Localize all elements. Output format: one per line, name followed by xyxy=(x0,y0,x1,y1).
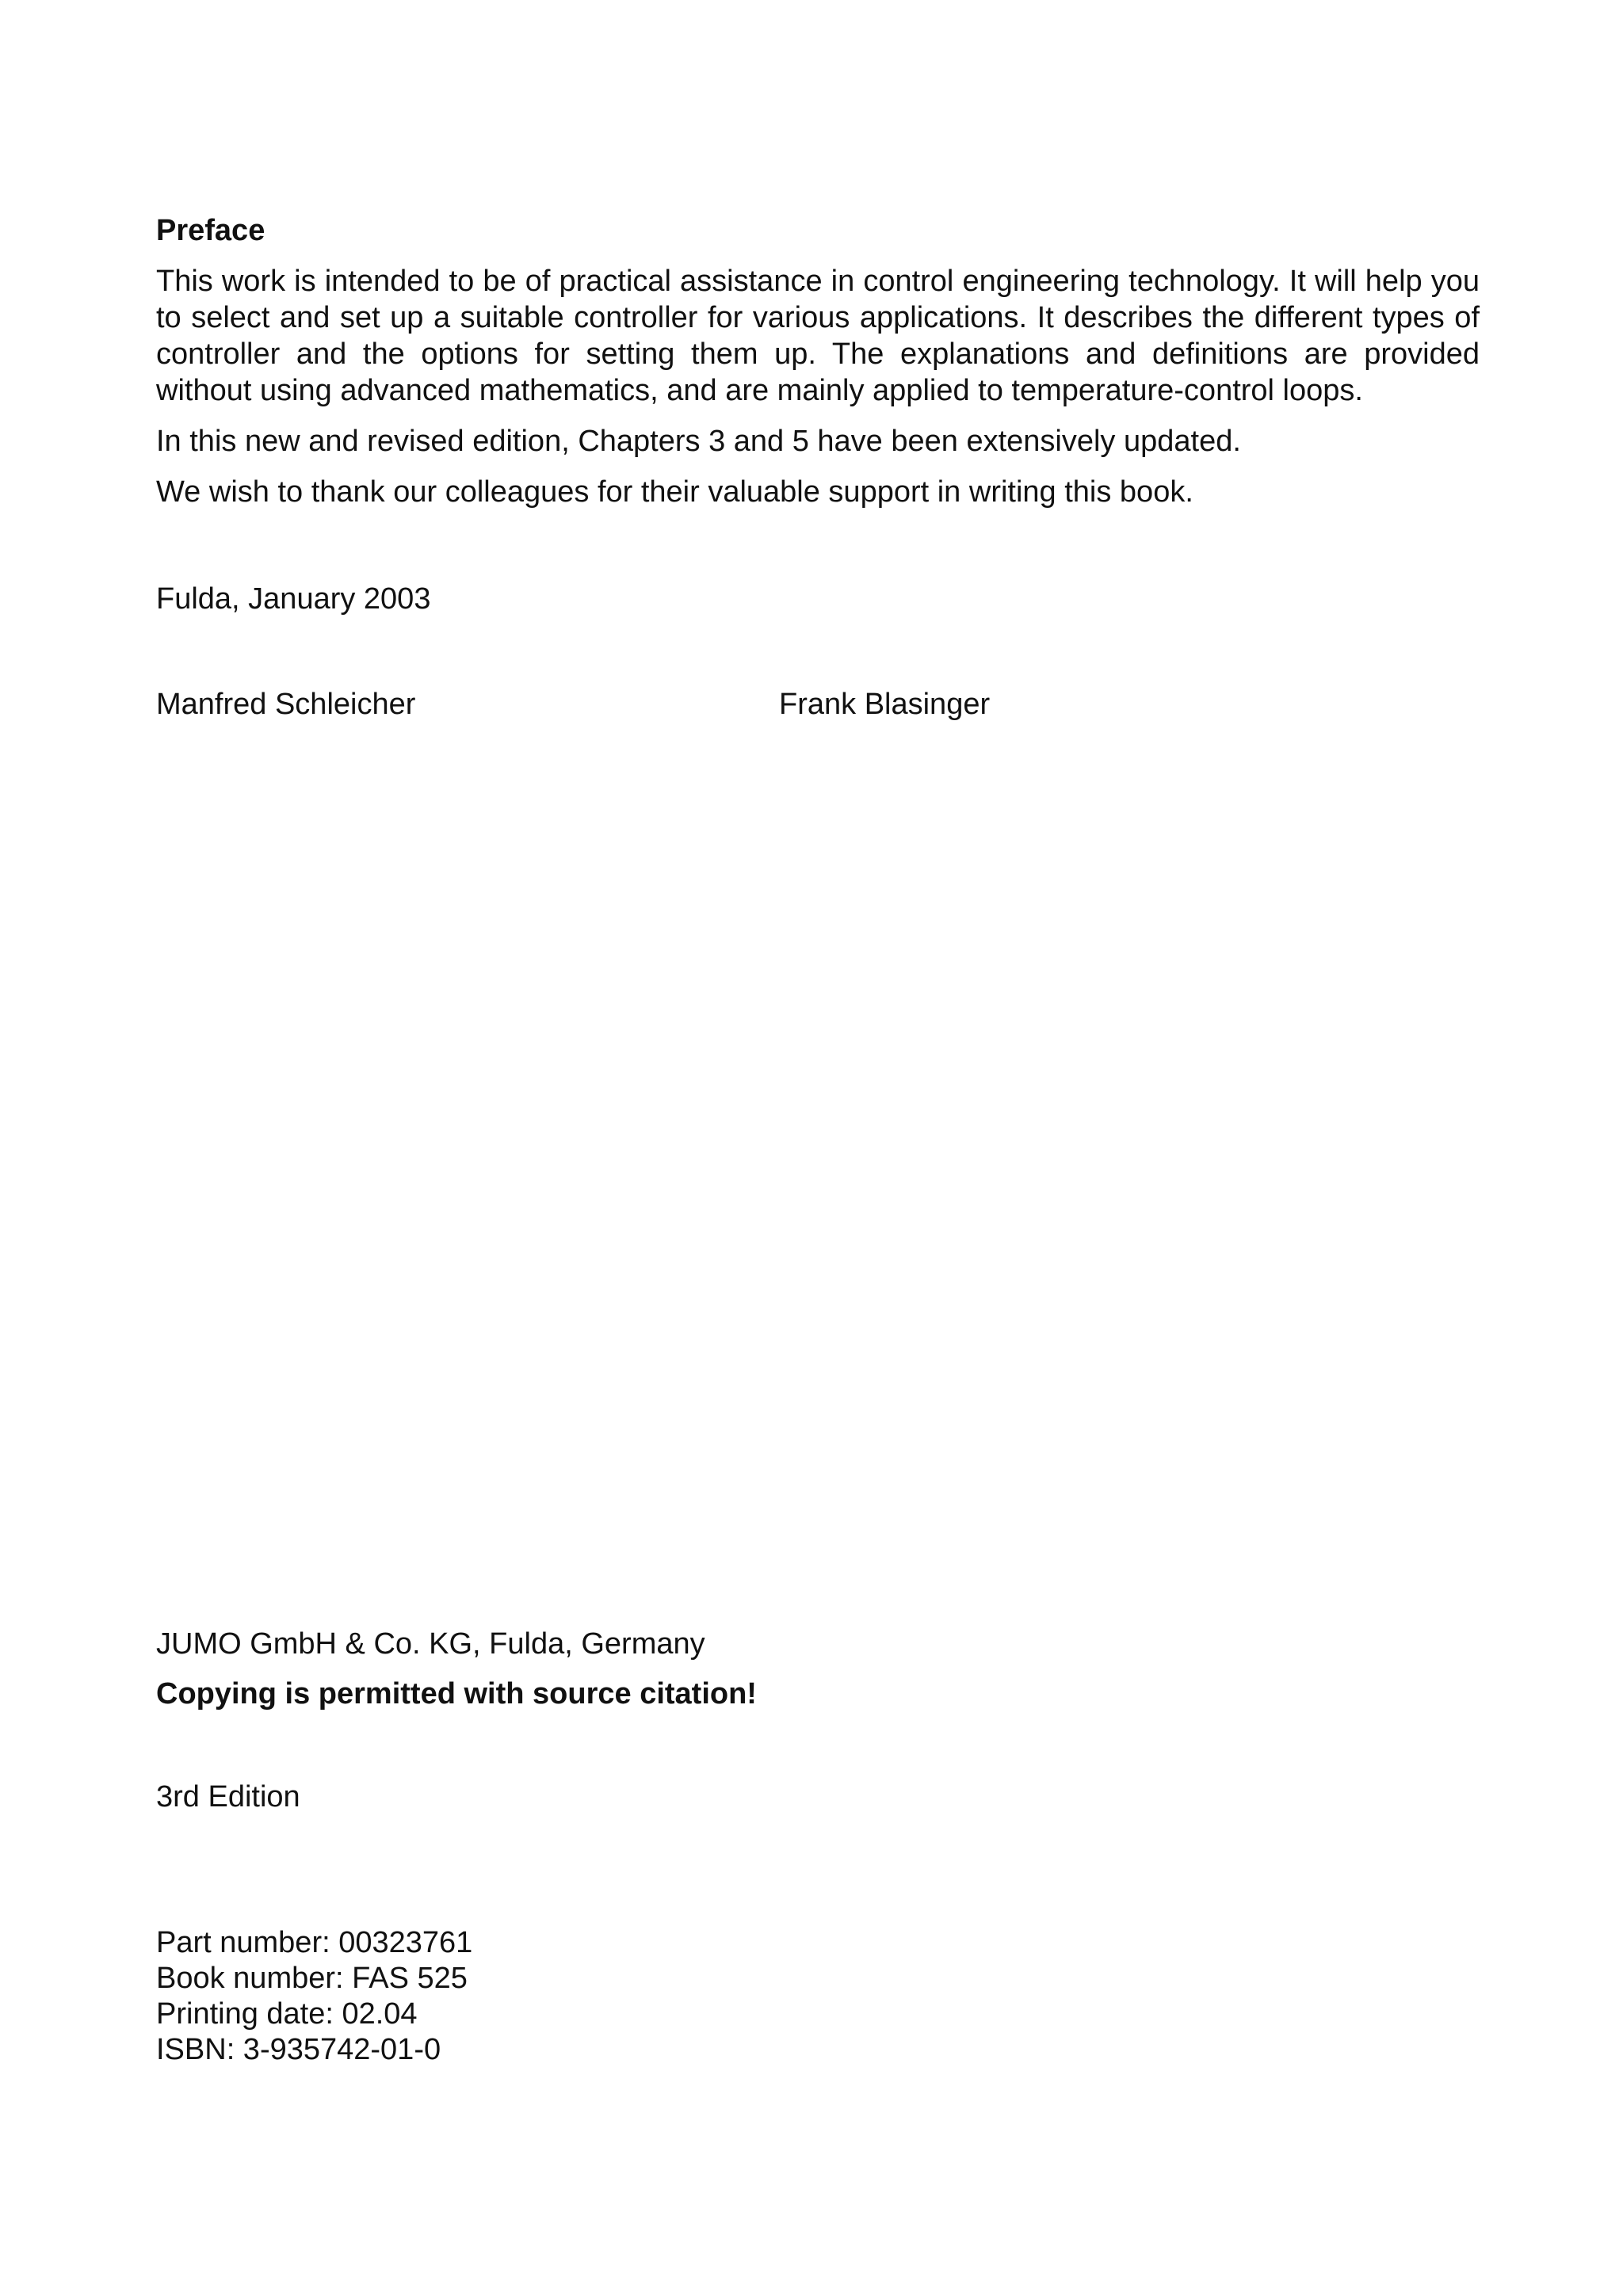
author-2: Frank Blasinger xyxy=(779,688,991,721)
part-number: Part number: 00323761 xyxy=(156,1926,473,1959)
publication-details xyxy=(156,1925,1480,2068)
publisher: JUMO GmbH & Co. KG, Fulda, Germany xyxy=(156,1627,705,1661)
preface-section xyxy=(156,212,1480,510)
preface-paragraph-1: This work is intended to be of practical assistance in control engineering technology. It will help you to select and set up a suitable controller for various applications. It describes the different types of controller and the options for setting them up. The explanations and definitions are provided without using advanced mathematics, and are mainly applied to temperature-control loops. xyxy=(156,265,1480,407)
book-number: Book number: FAS 525 xyxy=(156,1962,468,1995)
place-date: Fulda, January 2003 xyxy=(156,582,431,616)
preface-paragraph-3: We wish to thank our colleagues for their valuable support in writing this book. xyxy=(156,475,1193,509)
preface-heading: Preface xyxy=(156,214,265,247)
isbn: ISBN: 3-935742-01-0 xyxy=(156,2033,441,2066)
preface-paragraph-2: In this new and revised edition, Chapters 3 and 5 have been extensively updated. xyxy=(156,425,1241,458)
copy-notice: Copying is permitted with source citation! xyxy=(156,1677,757,1711)
author-1: Manfred Schleicher xyxy=(156,688,416,721)
printing-date: Printing date: 02.04 xyxy=(156,1997,418,2031)
edition: 3rd Edition xyxy=(156,1780,300,1814)
